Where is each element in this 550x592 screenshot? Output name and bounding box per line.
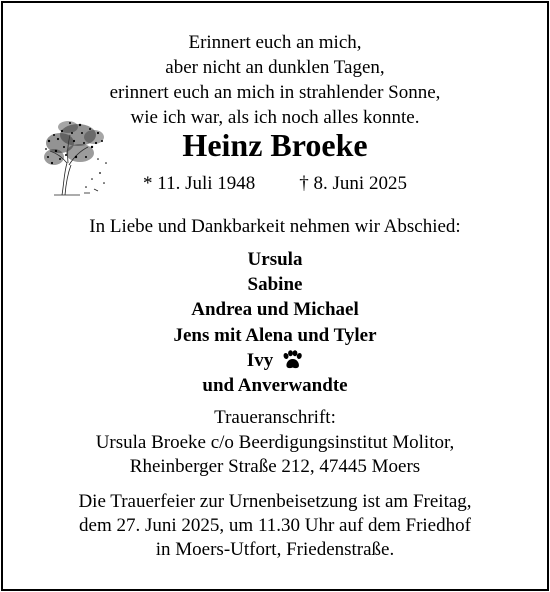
deceased-name: Heinz Broeke bbox=[182, 127, 368, 163]
birth-date: * 11. Juli 1948 bbox=[143, 173, 256, 194]
mourning-address bbox=[0, 431, 550, 479]
funeral-line: Die Trauerfeier zur Urnenbeisetzung ist am Freitag, bbox=[78, 491, 472, 512]
funeral-details bbox=[0, 490, 550, 562]
address-line: Rheinberger Straße 212, 47445 Moers bbox=[129, 456, 421, 477]
poem-line: erinnert euch an mich in strahlender Sonne, bbox=[109, 82, 441, 103]
poem-line: aber nicht an dunklen Tagen, bbox=[165, 57, 385, 78]
funeral-line: dem 27. Juni 2025, um 11.30 Uhr auf dem Friedhof bbox=[79, 515, 471, 536]
poem-line: Erinnert euch an mich, bbox=[188, 32, 362, 53]
funeral-line: in Moers-Utfort, Friedenstraße. bbox=[155, 539, 395, 560]
paw-print-icon bbox=[281, 350, 303, 370]
mourners-list bbox=[0, 247, 550, 398]
poem-line: wie ich war, als ich noch alles konnte. bbox=[130, 107, 420, 128]
address-line: Ursula Broeke c/o Beerdigungsinstitut Molitor, bbox=[95, 432, 455, 453]
farewell-intro: In Liebe und Dankbarkeit nehmen wir Abschied: bbox=[89, 216, 461, 237]
mourner: Jens mit Alena und Tyler bbox=[173, 324, 377, 346]
mourner: Ursula bbox=[247, 249, 303, 270]
mourner: Andrea und Michael bbox=[191, 299, 359, 321]
death-date: † 8. Juni 2025 bbox=[299, 173, 407, 194]
life-dates bbox=[0, 172, 550, 196]
mourner-pet-row bbox=[0, 348, 550, 373]
mourner: und Anverwandte bbox=[202, 375, 348, 397]
address-label: Traueranschrift: bbox=[214, 407, 336, 428]
mourner: Sabine bbox=[247, 274, 303, 296]
mourner: Ivy bbox=[246, 349, 274, 371]
